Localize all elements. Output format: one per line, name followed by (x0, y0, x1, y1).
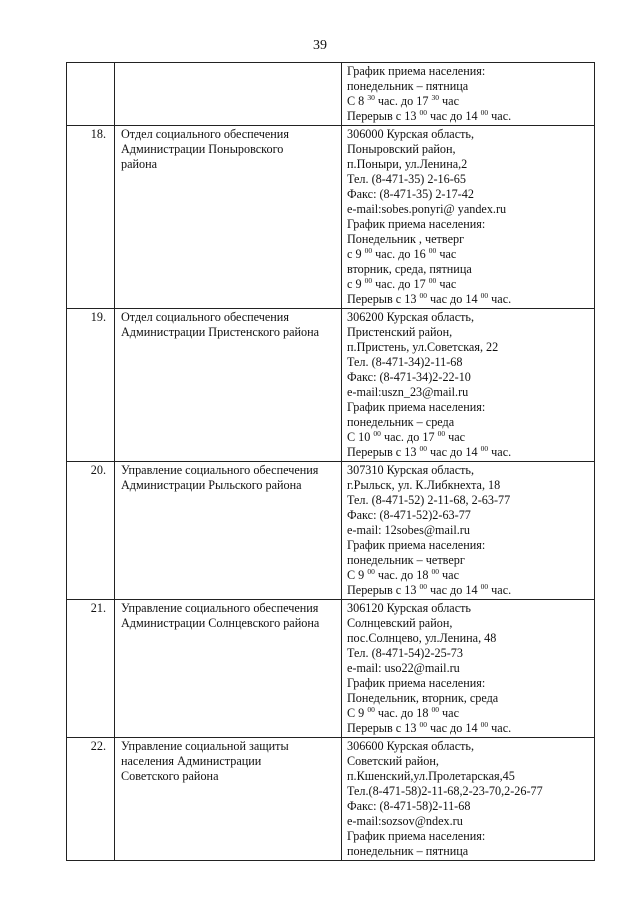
contact-info-text: График приема населения: (347, 829, 486, 843)
office-name-line: Администрации Поныровского (121, 142, 284, 156)
contact-info-text: г.Рыльск, ул. К.Либкнехта, 18 (347, 478, 501, 492)
time-minutes-superscript: 00 (419, 445, 427, 453)
contact-info-text: понедельник – четверг (347, 553, 465, 567)
contact-info-line (347, 292, 590, 307)
contact-info-text: час (436, 247, 457, 261)
contact-info-text: час. (488, 292, 512, 306)
office-name-line: Управление социального обеспечения (121, 601, 319, 615)
contact-info-line (347, 310, 590, 325)
contact-info-text: час до 14 (427, 292, 481, 306)
contact-info-text: Понедельник, вторник, среда (347, 691, 499, 705)
contact-info-text: 307310 Курская область, (347, 463, 475, 477)
contact-info-text: Тел.(8-471-58)2-11-68,2-23-70,2-26-77 (347, 784, 543, 798)
contact-info-text: Перерыв с 13 (347, 292, 420, 306)
office-name-cell (115, 126, 342, 309)
time-minutes-superscript: 00 (428, 277, 437, 285)
contact-info-cell (342, 600, 595, 738)
contact-info-text: e-mail: 12sobes@mail.ru (347, 523, 470, 537)
office-name-line: Управление социальной защиты (121, 739, 289, 753)
contact-info-text: час (439, 94, 459, 108)
contact-info-line (347, 493, 590, 508)
contact-info-text: Факс: (8-471-52)2-63-77 (347, 508, 471, 522)
contact-info-text: С 10 (347, 430, 374, 444)
contact-info-line (347, 172, 590, 187)
contact-info-text: Тел. (8-471-54)2-25-73 (347, 646, 463, 660)
contact-info-text: час до 14 (427, 445, 481, 459)
contact-info-line (347, 217, 590, 232)
contact-info-line (347, 142, 590, 157)
contact-info-line (347, 478, 590, 493)
contact-info-line (347, 523, 590, 538)
contact-info-text: График приема населения: (347, 217, 486, 231)
contact-info-text: понедельник – пятница (347, 79, 469, 93)
contact-info-text: с 9 (347, 247, 365, 261)
contact-info-text: e-mail:sozsov@ndex.ru (347, 814, 463, 828)
contact-info-line (347, 568, 590, 583)
contact-info-line (347, 430, 590, 445)
contact-info-text: понедельник – среда (347, 415, 455, 429)
office-name-cell (115, 738, 342, 861)
contact-info-cell (342, 309, 595, 462)
time-minutes-superscript: 30 (367, 94, 375, 102)
contact-info-text: График приема населения: (347, 400, 486, 414)
office-name-line: района (121, 157, 158, 171)
contact-info-text: 306200 Курская область, (347, 310, 475, 324)
table-body (67, 63, 595, 861)
time-minutes-superscript: 00 (480, 109, 489, 117)
contact-info-line (347, 631, 590, 646)
contact-info-line (347, 109, 590, 124)
row-number (67, 63, 115, 126)
contact-info-line (347, 94, 590, 109)
contact-info-line (347, 784, 590, 799)
contact-info-text: час до 14 (427, 721, 481, 735)
contact-info-text: час. до 18 (374, 568, 432, 582)
contact-info-line (347, 691, 590, 706)
time-minutes-superscript: 00 (480, 721, 489, 729)
contact-info-text: час до 14 (427, 583, 481, 597)
contact-info-line (347, 814, 590, 829)
contact-info-text: час. (488, 445, 512, 459)
contact-info-line (347, 799, 590, 814)
contact-info-line (347, 232, 590, 247)
contact-info-text: час. до 17 (372, 277, 429, 291)
contact-info-text: Советский район, (347, 754, 439, 768)
contact-info-text: час (445, 430, 466, 444)
contact-info-text: 306120 Курская область (347, 601, 471, 615)
contact-info-line (347, 706, 590, 721)
contact-info-text: час до 14 (427, 109, 481, 123)
contact-info-line (347, 247, 590, 262)
contact-info-line (347, 661, 590, 676)
time-minutes-superscript: 00 (364, 247, 373, 255)
row-number: 19. (67, 309, 115, 462)
contact-info-text: час. (488, 583, 512, 597)
contact-info-cell (342, 126, 595, 309)
contact-info-line (347, 829, 590, 844)
contact-info-line (347, 583, 590, 598)
time-minutes-superscript: 00 (367, 706, 375, 714)
contact-info-text: Факс: (8-471-35) 2-17-42 (347, 187, 474, 201)
contact-info-line (347, 400, 590, 415)
contact-info-text: e-mail: uso22@mail.ru (347, 661, 460, 675)
contact-info-line (347, 340, 590, 355)
contact-info-line (347, 445, 590, 460)
time-minutes-superscript: 00 (419, 109, 427, 117)
contact-info-line (347, 415, 590, 430)
contact-info-line (347, 127, 590, 142)
contact-info-line (347, 769, 590, 784)
contact-info-text: С 9 (347, 706, 368, 720)
table-row (67, 63, 595, 126)
contact-info-line (347, 646, 590, 661)
contact-info-text: Факс: (8-471-34)2-22-10 (347, 370, 471, 384)
contact-info-text: С 9 (347, 568, 368, 582)
contact-info-text: График приема населения: (347, 64, 486, 78)
contact-info-line (347, 262, 590, 277)
office-name-line: Администрации Солнцевского района (121, 616, 320, 630)
row-number: 21. (67, 600, 115, 738)
contact-info-text: час (439, 706, 459, 720)
contact-info-text: e-mail:sobes.ponyri@ yandex.ru (347, 202, 507, 216)
contact-info-text: 306600 Курская область, (347, 739, 475, 753)
contact-info-text: п.Поныри, ул.Ленина,2 (347, 157, 468, 171)
time-minutes-superscript: 00 (480, 292, 489, 300)
contact-info-text: с 9 (347, 277, 365, 291)
contact-info-text: Перерыв с 13 (347, 445, 420, 459)
office-name-cell (115, 600, 342, 738)
table-row (67, 600, 595, 738)
contact-info-text: Тел. (8-471-34)2-11-68 (347, 355, 463, 369)
contact-info-line (347, 325, 590, 340)
table-row (67, 309, 595, 462)
table-row (67, 462, 595, 600)
contact-info-line (347, 739, 590, 754)
contact-info-text: час. до 17 (374, 94, 432, 108)
contact-info-text: График приема населения: (347, 538, 486, 552)
time-minutes-superscript: 00 (428, 247, 437, 255)
contact-info-line (347, 616, 590, 631)
contact-info-text: e-mail:uszn_23@mail.ru (347, 385, 469, 399)
time-minutes-superscript: 00 (367, 568, 375, 576)
contact-info-line (347, 508, 590, 523)
office-name-line: населения Администрации (121, 754, 262, 768)
contact-info-text: Перерыв с 13 (347, 721, 420, 735)
contact-info-text: п.Кшенский,ул.Пролетарская,45 (347, 769, 515, 783)
time-minutes-superscript: 00 (419, 292, 427, 300)
contact-info-text: С 8 (347, 94, 368, 108)
contact-info-line (347, 721, 590, 736)
office-name-line: Отдел социального обеспечения (121, 127, 289, 141)
row-number: 22. (67, 738, 115, 861)
contact-info-text: вторник, среда, пятница (347, 262, 472, 276)
contact-info-text: п.Пристень, ул.Советская, 22 (347, 340, 499, 354)
time-minutes-superscript: 00 (431, 706, 439, 714)
offices-table (66, 62, 595, 861)
time-minutes-superscript: 00 (364, 277, 373, 285)
office-name-line: Управление социального обеспечения (121, 463, 319, 477)
contact-info-text: понедельник – пятница (347, 844, 469, 858)
contact-info-line (347, 355, 590, 370)
contact-info-text: Факс: (8-471-58)2-11-68 (347, 799, 471, 813)
contact-info-line (347, 601, 590, 616)
contact-info-text: час (439, 568, 459, 582)
time-minutes-superscript: 00 (480, 445, 489, 453)
office-name-line: Администрации Рыльского района (121, 478, 302, 492)
row-number: 20. (67, 462, 115, 600)
time-minutes-superscript: 00 (437, 430, 446, 438)
page-number: 39 (313, 38, 327, 53)
time-minutes-superscript: 00 (431, 568, 439, 576)
table-row (67, 738, 595, 861)
contact-info-text: пос.Солнцево, ул.Ленина, 48 (347, 631, 497, 645)
contact-info-line (347, 370, 590, 385)
contact-info-text: Пристенский район, (347, 325, 453, 339)
contact-info-line (347, 157, 590, 172)
time-minutes-superscript: 00 (373, 430, 381, 438)
contact-info-text: График приема населения: (347, 676, 486, 690)
contact-info-text: час. до 18 (374, 706, 432, 720)
contact-info-line (347, 676, 590, 691)
contact-info-text: час. до 16 (372, 247, 429, 261)
office-name-cell (115, 63, 342, 126)
contact-info-line (347, 754, 590, 769)
row-number: 18. (67, 126, 115, 309)
contact-info-text: Поныровский район, (347, 142, 456, 156)
contact-info-text: Тел. (8-471-35) 2-16-65 (347, 172, 466, 186)
table-row (67, 126, 595, 309)
time-minutes-superscript: 30 (431, 94, 439, 102)
office-name-cell (115, 309, 342, 462)
office-name-cell (115, 462, 342, 600)
time-minutes-superscript: 00 (419, 583, 427, 591)
contact-info-line (347, 553, 590, 568)
contact-info-text: час. (488, 109, 512, 123)
contact-info-line (347, 844, 590, 859)
contact-info-text: Тел. (8-471-52) 2-11-68, 2-63-77 (347, 493, 511, 507)
contact-info-text: Понедельник , четверг (347, 232, 465, 246)
contact-info-line (347, 202, 590, 217)
contact-info-line (347, 277, 590, 292)
contact-info-text: час (436, 277, 457, 291)
contact-info-text: Перерыв с 13 (347, 109, 420, 123)
contact-info-cell (342, 462, 595, 600)
contact-info-text: 306000 Курская область, (347, 127, 475, 141)
contact-info-text: Перерыв с 13 (347, 583, 420, 597)
contact-info-text: час. до 17 (380, 430, 438, 444)
office-name-line: Отдел социального обеспечения (121, 310, 289, 324)
contact-info-line (347, 463, 590, 478)
contact-info-line (347, 538, 590, 553)
contact-info-text: Солнцевский район, (347, 616, 453, 630)
contact-info-line (347, 79, 590, 94)
contact-info-cell (342, 63, 595, 126)
time-minutes-superscript: 00 (480, 583, 489, 591)
office-name-line: Советского района (121, 769, 219, 783)
contact-info-line (347, 64, 590, 79)
contact-info-text: час. (488, 721, 512, 735)
contact-info-cell (342, 738, 595, 861)
office-name-line: Администрации Пристенского района (121, 325, 320, 339)
time-minutes-superscript: 00 (419, 721, 427, 729)
contact-info-line (347, 187, 590, 202)
contact-info-line (347, 385, 590, 400)
